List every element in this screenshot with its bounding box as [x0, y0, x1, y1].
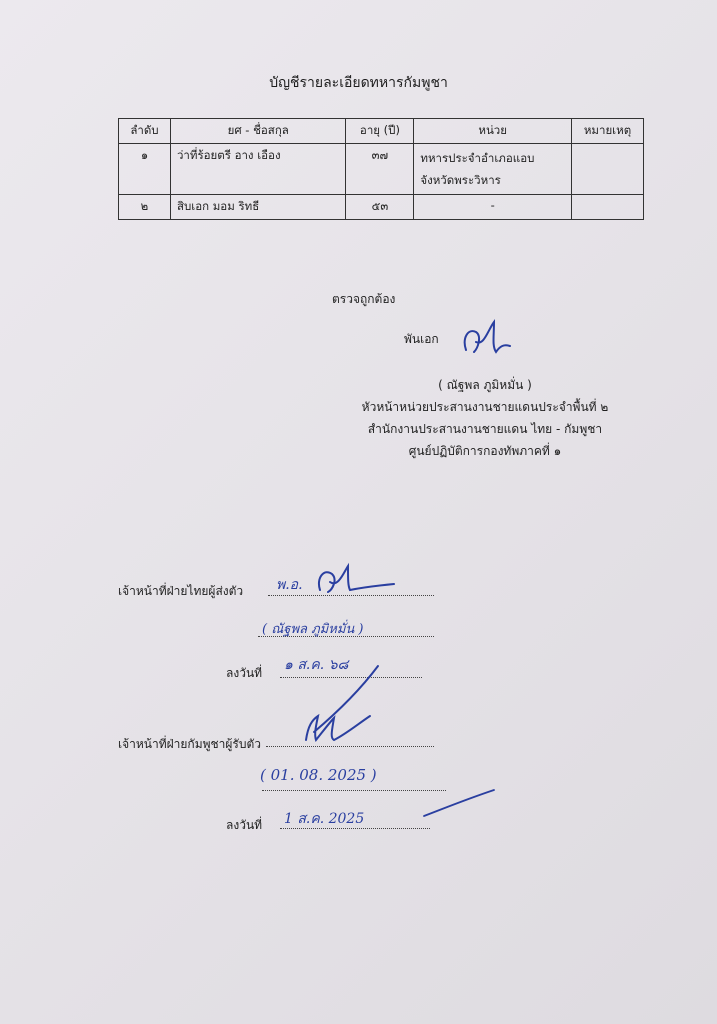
row-unit	[414, 144, 572, 195]
date-flourish	[420, 786, 500, 826]
certifier-signature	[458, 316, 522, 360]
table-row	[119, 144, 644, 195]
certify-label: ตรวจถูกต้อง	[332, 292, 396, 306]
header-no: ลำดับ	[119, 119, 171, 144]
header-remark: หมายเหตุ	[572, 119, 644, 144]
thai-sender-label: เจ้าหน้าที่ฝ่ายไทยผู้ส่งตัว	[118, 584, 244, 598]
row-name: สิบเอก มอม ริทธี	[170, 195, 346, 220]
row-unit-line1: ทหารประจำอำเภอแอบ	[420, 151, 535, 165]
dotted-line	[266, 746, 434, 747]
row-unit: -	[414, 195, 572, 220]
thai-sender-date-label: ลงวันที่	[226, 666, 263, 680]
certify-position-1: หัวหน้าหน่วยประสานงานชายแดนประจำพื้นที่ ๒	[361, 400, 609, 414]
row-name: ว่าที่ร้อยตรี อาง เอือง	[170, 144, 346, 195]
header-age: อายุ (ปี)	[346, 119, 414, 144]
certify-name: ( ณัฐพล ภูมิหมั่น )	[438, 378, 532, 392]
certify-position-2: สำนักงานประสานงานชายแดน ไทย - กัมพูชา	[367, 422, 603, 436]
thai-sender-hand-rank: พ.อ.	[276, 577, 303, 593]
row-age: ๓๗	[346, 144, 414, 195]
row-no: ๒	[119, 195, 171, 220]
thai-sender-hand-name: ( ณัฐพล ภูมิหมั่น )	[262, 622, 364, 637]
cambodian-receiver-hand-date: 1 ส.ค. 2025	[284, 811, 365, 827]
thai-sender-hand-date: ๑ ส.ค. ๖๘	[284, 657, 349, 673]
certify-rank: พันเอก	[404, 332, 439, 346]
cambodian-receiver-hand-name: ( 01. 08. 2025 )	[260, 766, 377, 784]
document-title: บัญชีรายละเอียดทหารกัมพูชา	[269, 75, 448, 91]
row-age: ๕๓	[346, 195, 414, 220]
row-remark	[572, 195, 644, 220]
certify-position-3: ศูนย์ปฏิบัติการกองทัพภาคที่ ๑	[408, 444, 562, 458]
thai-sender-signature	[314, 562, 400, 598]
header-unit: หน่วย	[414, 119, 572, 144]
cambodian-receiver-date-label: ลงวันที่	[226, 818, 263, 832]
row-remark	[572, 144, 644, 195]
table-header-row	[119, 119, 644, 144]
row-no: ๑	[119, 144, 171, 195]
header-name: ยศ - ชื่อสกุล	[170, 119, 346, 144]
soldier-table	[118, 118, 644, 220]
cambodian-receiver-label: เจ้าหน้าที่ฝ่ายกัมพูชาผู้รับตัว	[118, 737, 262, 751]
table-row	[119, 195, 644, 220]
dotted-line	[262, 790, 446, 791]
cambodian-receiver-signature	[290, 660, 390, 752]
row-unit-line2: จังหวัดพระวิหาร	[420, 173, 501, 187]
